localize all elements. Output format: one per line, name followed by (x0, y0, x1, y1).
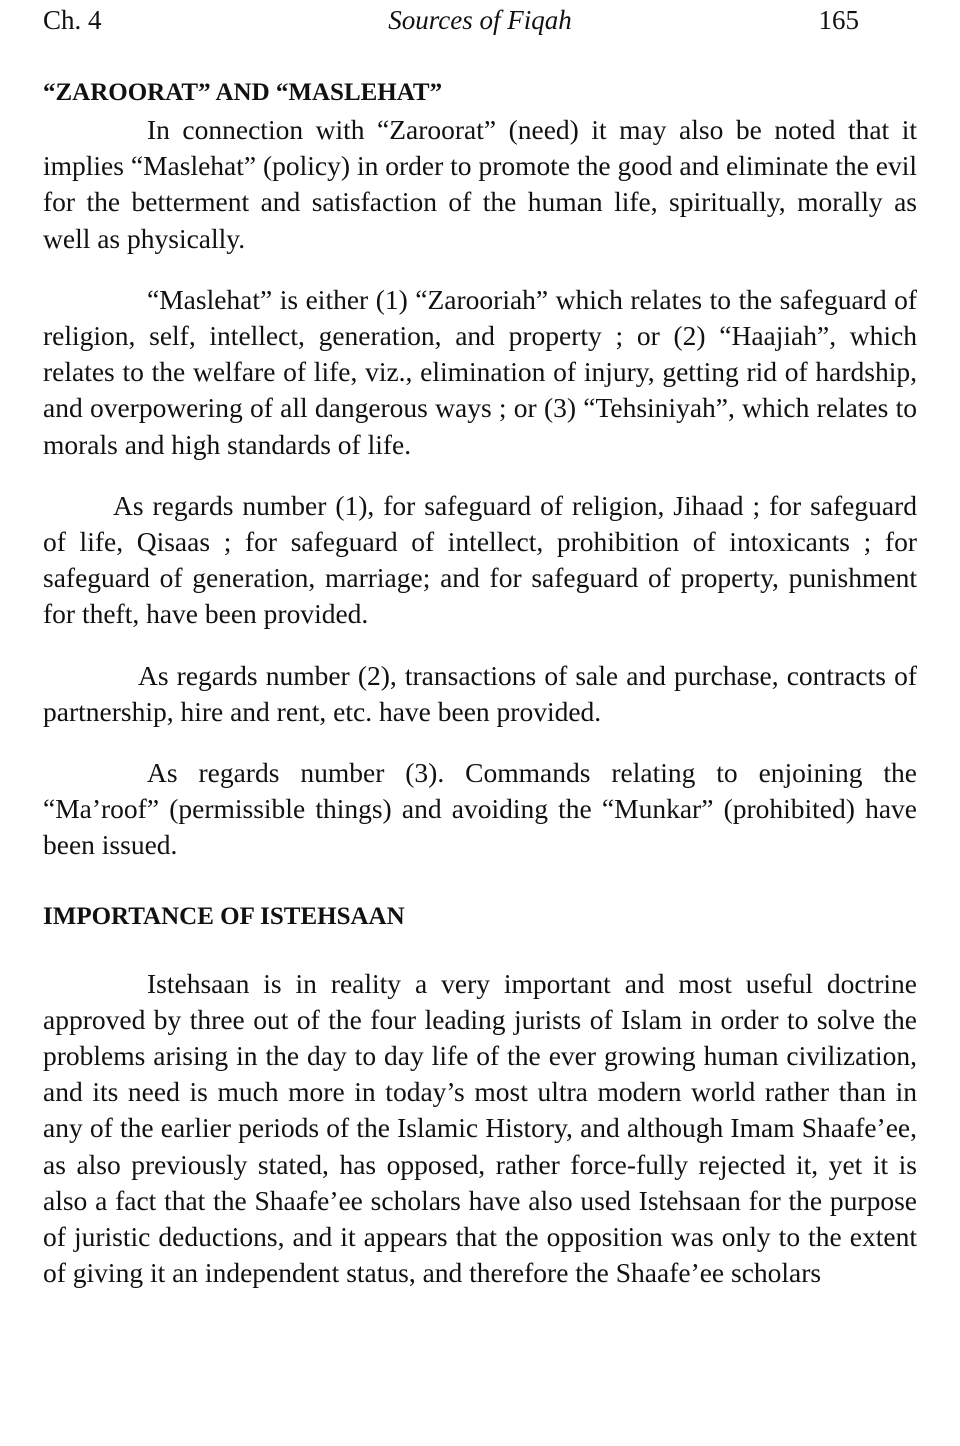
paragraph: As regards number (2), transactions of sale and purchase, contracts of partnership, hire and rent, etc. have been provided. (43, 659, 917, 727)
book-page (43, 0, 917, 1291)
page-number: 165 (818, 5, 859, 35)
chapter-label: Ch. 4 (43, 5, 102, 35)
paragraph: “Maslehat” is either (1) “Zarooriah” which relates to the safeguard of religion, self, intellect, generation, and property ; or (2) “Haajiah”, which relates to the welfare of life, viz., elimination of injury, getting rid of hardship, and overpowering of all dangerous ways ; or (3) “Tehsiniyah”, which relates to morals and high standards of life. (43, 283, 917, 460)
paragraph: In connection with “Zaroorat” (need) it may also be noted that it implies “Maslehat” (policy) in order to promote the good and eliminate the evil for the betterment and satisfaction of the human life, spiritually, morally as well as physically. (43, 114, 917, 254)
book-title: Sources of Fiqah (388, 5, 572, 35)
section-heading-zaroorat: “ZAROORAT” AND “MASLEHAT” (43, 79, 443, 106)
paragraph: Istehsaan is in reality a very important and most useful doctrine approved by three out of the four leading jurists of Islam in order to solve the problems arising in the day to day life of the ever growing human civilization, and its need is much more in today’s most ultra modern world rather than in any of the earlier periods of the Islamic History, and although Imam Shaafe’ee, as also previously stated, has opposed, rather force-fully rejected it, yet it is also a fact that the Shaafe’ee scholars have also used Istehsaan for the purpose of juristic deductions, and it appears that the opposition was only to the extent of giving it an independent status, and therefore the Shaafe’ee scholars (43, 967, 917, 1289)
paragraph: As regards number (3). Commands relating to enjoining the “Ma’roof” (permissible things) and avoiding the “Munkar” (prohibited) have been issued. (43, 757, 917, 861)
paragraph: As regards number (1), for safeguard of religion, Jihaad ; for safeguard of life, Qisaas ; for safeguard of intellect, prohibition of intoxicants ; for safeguard of generation, marriage; and for safeguard of property, punishment for theft, have been provided. (43, 489, 917, 630)
running-head (43, 0, 917, 40)
section-heading-istehsaan: IMPORTANCE OF ISTEHSAAN (43, 902, 405, 930)
